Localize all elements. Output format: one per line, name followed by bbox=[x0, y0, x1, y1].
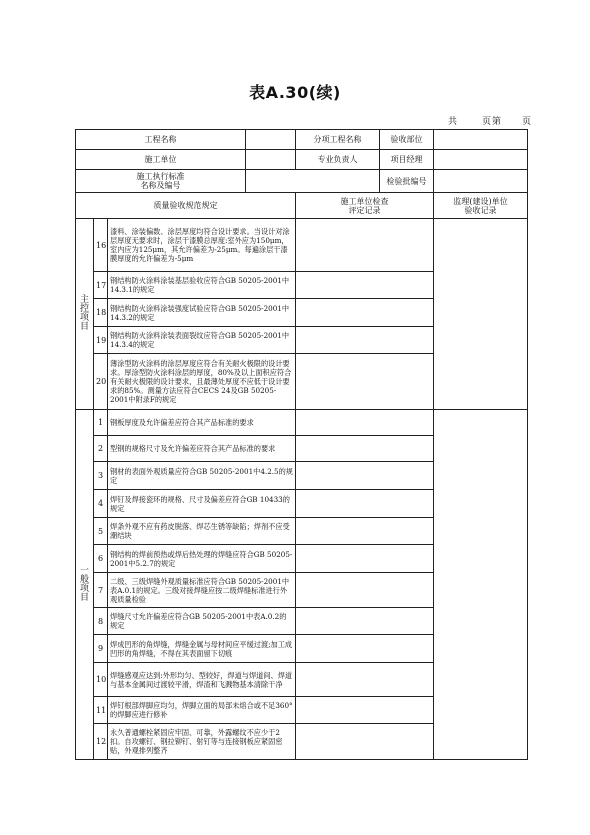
item-requirement: 焊条外观不应有药皮脱落、焊芯生锈等缺陷；焊剂不应受潮结块 bbox=[108, 518, 296, 545]
construction-check-cell[interactable] bbox=[296, 299, 434, 327]
supervision-cell[interactable] bbox=[434, 219, 528, 410]
item-number: 1 bbox=[94, 410, 108, 436]
item-number: 4 bbox=[94, 490, 108, 518]
item-number: 12 bbox=[94, 724, 108, 760]
item-row bbox=[76, 410, 528, 436]
item-requirement: 焊钉根部焊脚应均匀，焊脚立面的局部未熔合或不足360°的焊脚应进行修补 bbox=[108, 697, 296, 724]
construction-unit-value[interactable] bbox=[246, 150, 296, 170]
item-requirement: 钢结构的焊前预热或焊后热处理的焊缝应符合GB 50205-2001中5.2.7的规定 bbox=[108, 545, 296, 573]
page-info bbox=[448, 114, 532, 127]
form-title: 表A.30(续) bbox=[249, 83, 341, 102]
construction-check-cell[interactable] bbox=[296, 490, 434, 518]
supervision-column-header: 监理(建设)单位 验收记录 bbox=[434, 193, 528, 219]
item-requirement: 二级、三级焊缝外观质量标准应符合GB 50205-2001中表A.0.1的规定。三级对接焊缝应按二级焊缝标准进行外观质量检验 bbox=[108, 573, 296, 608]
item-requirement: 钢板厚度及允许偏差应符合其产品标准的要求 bbox=[108, 410, 296, 436]
item-number: 9 bbox=[94, 635, 108, 663]
construction-check-cell[interactable] bbox=[296, 724, 434, 760]
standard-name-value[interactable] bbox=[246, 170, 380, 193]
item-number: 5 bbox=[94, 518, 108, 545]
batch-no-value[interactable] bbox=[434, 170, 528, 193]
construction-check-cell[interactable] bbox=[296, 663, 434, 697]
item-row bbox=[76, 219, 528, 272]
construction-check-cell[interactable] bbox=[296, 272, 434, 299]
page-current-label: 页第 bbox=[481, 117, 502, 127]
item-requirement: 钢材的表面外观质量应符合GB 50205-2001中4.2.5的规定 bbox=[108, 462, 296, 490]
item-number: 19 bbox=[94, 327, 108, 354]
professional-lead-label: 专业负责人 bbox=[296, 150, 380, 170]
item-requirement: 钢结构防火涂料涂装表面裂纹应符合GB 50205-2001中14.3.4的规定 bbox=[108, 327, 296, 354]
item-requirement: 焊缝感观应达到:外形均匀、型较好，焊道与焊道间、焊道与基本金属间过渡较平滑，焊渣和飞溅物基本清除干净 bbox=[108, 663, 296, 697]
construction-check-cell[interactable] bbox=[296, 518, 434, 545]
item-requirement: 焊钉及焊接瓷环的规格、尺寸及偏差应符合GB 10433的规定 bbox=[108, 490, 296, 518]
item-requirement: 型钢的规格尺寸及允许偏差应符合其产品标准的要求 bbox=[108, 436, 296, 462]
item-number: 16 bbox=[94, 219, 108, 272]
construction-check-cell[interactable] bbox=[296, 545, 434, 573]
general-group-label: 一 般 项 目 bbox=[76, 410, 94, 760]
project-name-label: 工程名称 bbox=[76, 130, 246, 150]
construction-check-cell[interactable] bbox=[296, 327, 434, 354]
item-requirement: 永久普通螺栓紧固应牢固、可靠，外露螺纹不应少于2扣。自攻螺钉、钢拉铆钉、射钉等与连接钢板应紧固密贴，外观排列整齐 bbox=[108, 724, 296, 760]
item-requirement: 焊成凹形的角焊缝，焊缝金属与母材间应平缓过渡;加工成凹形的角焊缝，不得在其表面留下切痕 bbox=[108, 635, 296, 663]
item-requirement: 焊缝尺寸允许偏差应符合GB 50205-2001中表A.0.2的规定 bbox=[108, 608, 296, 635]
item-number: 3 bbox=[94, 462, 108, 490]
item-requirement: 钢结构防火涂料涂装基层验收应符合GB 50205-2001中14.3.1的规定 bbox=[108, 272, 296, 299]
construction-check-cell[interactable] bbox=[296, 573, 434, 608]
main-group-label: 主 控 项 目 bbox=[76, 219, 94, 410]
sub-project-name-label: 分项工程名称 bbox=[296, 130, 380, 150]
construction-check-cell[interactable] bbox=[296, 219, 434, 272]
project-name-value[interactable] bbox=[246, 130, 296, 150]
supervision-cell[interactable] bbox=[434, 410, 528, 760]
batch-no-label: 检验批编号 bbox=[380, 170, 434, 193]
construction-check-cell[interactable] bbox=[296, 697, 434, 724]
item-number: 18 bbox=[94, 299, 108, 327]
item-number: 2 bbox=[94, 436, 108, 462]
item-number: 10 bbox=[94, 663, 108, 697]
item-number: 6 bbox=[94, 545, 108, 573]
acceptance-form-table bbox=[75, 129, 528, 760]
project-manager-value[interactable] bbox=[434, 150, 528, 170]
item-number: 20 bbox=[94, 354, 108, 410]
construction-check-cell[interactable] bbox=[296, 436, 434, 462]
acceptance-dept-value[interactable] bbox=[434, 130, 528, 150]
item-number: 8 bbox=[94, 608, 108, 635]
item-requirement: 漆料、涂装偏数、涂层厚度均符合设计要求。当设计对涂层厚度无要求时，涂层干漆膜总厚度:室外应为150μm，室内应为125μm，其允许偏差为-25μm。每遍涂层干漆膜厚度的允许偏差为-5μm bbox=[108, 219, 296, 272]
construction-check-cell[interactable] bbox=[296, 354, 434, 410]
page-total-label: 共 bbox=[447, 117, 458, 127]
construction-check-cell[interactable] bbox=[296, 410, 434, 436]
construction-check-cell[interactable] bbox=[296, 635, 434, 663]
construction-unit-label: 施工单位 bbox=[76, 150, 246, 170]
item-requirement: 薄涂型防火涂料的涂层厚度应符合有关耐火极限的设计要求。厚涂型防火涂料涂层的厚度，80%及以上面积应符合有关耐火极限的设计要求，且最薄处厚度不应低于设计要求的85%。测量方法应符合CECS 24及GB 50205-2001中附录F的规定 bbox=[108, 354, 296, 410]
item-number: 17 bbox=[94, 272, 108, 299]
acceptance-dept-label: 验收部位 bbox=[380, 130, 434, 150]
item-number: 7 bbox=[94, 573, 108, 608]
main-items-body bbox=[76, 219, 528, 410]
item-requirement: 钢结构防火涂料涂装强度试验应符合GB 50205-2001中14.3.2的规定 bbox=[108, 299, 296, 327]
general-items-body bbox=[76, 410, 528, 760]
page-suffix-label: 页 bbox=[521, 117, 532, 127]
construction-check-column-header: 施工单位检查 评定记录 bbox=[296, 193, 434, 219]
construction-check-cell[interactable] bbox=[296, 462, 434, 490]
item-number: 11 bbox=[94, 697, 108, 724]
standard-name-label: 施工执行标准 名称及编号 bbox=[76, 170, 246, 193]
construction-check-cell[interactable] bbox=[296, 608, 434, 635]
project-manager-label: 项目经理 bbox=[380, 150, 434, 170]
spec-column-header: 质量验收规范规定 bbox=[76, 193, 296, 219]
